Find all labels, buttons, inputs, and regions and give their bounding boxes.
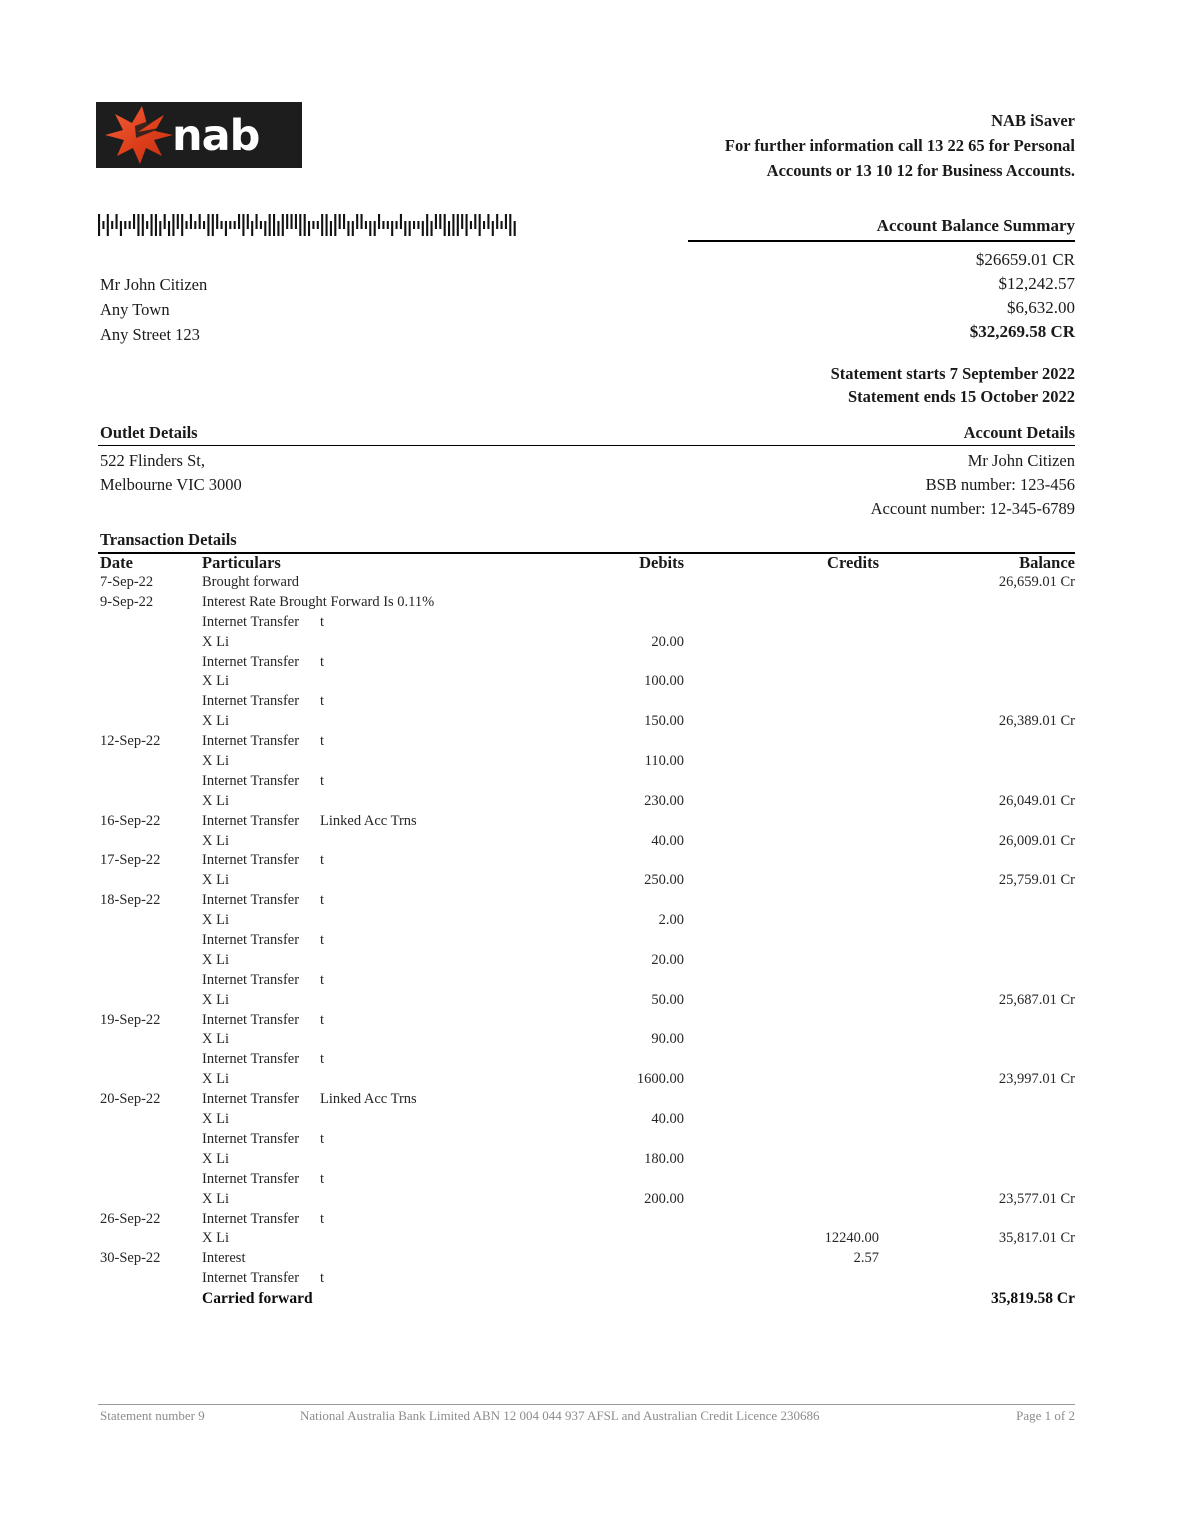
transaction-table-body xyxy=(98,574,1075,1310)
outlet-details-body xyxy=(100,449,242,497)
table-row xyxy=(98,773,1075,793)
cell-debits: 50.00 xyxy=(651,991,684,1008)
table-row xyxy=(98,634,1075,654)
cell-particulars-detail: t xyxy=(320,613,325,630)
recipient-address xyxy=(100,272,207,347)
balance-value-2: $6,632.00 xyxy=(1007,298,1075,317)
account-holder-name: Mr John Citizen xyxy=(967,451,1075,470)
cell-particulars-detail: t xyxy=(320,733,325,750)
cell-particulars: Carried forward xyxy=(202,1290,313,1308)
cell-particulars: Internet Transfer xyxy=(202,1210,300,1227)
cell-particulars: X Li xyxy=(202,1150,229,1167)
table-row xyxy=(98,1111,1075,1131)
cell-particulars-detail: t xyxy=(320,653,325,670)
table-row xyxy=(98,892,1075,912)
cell-particulars: X Li xyxy=(202,832,229,849)
cell-debits: 2.00 xyxy=(658,912,684,929)
cell-debits: 20.00 xyxy=(651,633,684,650)
outlet-line-1: 522 Flinders St, xyxy=(100,451,205,470)
cell-particulars: X Li xyxy=(202,1071,229,1088)
account-details-title: Account Details xyxy=(963,423,1075,442)
transaction-table-header xyxy=(98,553,1075,574)
table-row xyxy=(98,713,1075,733)
cell-particulars-detail: t xyxy=(320,892,325,909)
account-number: Account number: 12-345-6789 xyxy=(870,499,1075,518)
cell-particulars-detail: t xyxy=(320,1130,325,1147)
cell-particulars-detail: t xyxy=(320,1210,325,1227)
cell-balance: 23,577.01 Cr xyxy=(998,1190,1075,1207)
cell-debits: 230.00 xyxy=(644,792,684,809)
table-row xyxy=(98,1211,1075,1231)
info-line-2: Accounts or 13 10 12 for Business Accounts. xyxy=(766,161,1075,180)
cell-debits: 40.00 xyxy=(651,1111,684,1128)
cell-balance: 26,389.01 Cr xyxy=(998,713,1075,730)
account-bsb: BSB number: 123-456 xyxy=(925,475,1075,494)
cell-debits: 20.00 xyxy=(651,951,684,968)
table-row xyxy=(98,673,1075,693)
cell-particulars: Internet Transfer xyxy=(202,733,300,750)
nab-wordmark: nab xyxy=(172,110,260,161)
cell-particulars: X Li xyxy=(202,872,229,889)
cell-particulars: Interest Rate Brought Forward Is 0.11% xyxy=(202,593,435,610)
cell-particulars: Internet Transfer xyxy=(202,1130,300,1147)
cell-particulars-detail: t xyxy=(320,1170,325,1187)
balance-summary-values xyxy=(970,248,1075,344)
table-row xyxy=(98,872,1075,892)
table-row xyxy=(98,1191,1075,1211)
cell-particulars: Internet Transfer xyxy=(202,1051,300,1068)
cell-particulars: Internet Transfer xyxy=(202,971,300,988)
table-row xyxy=(98,654,1075,674)
cell-balance: 26,009.01 Cr xyxy=(998,832,1075,849)
table-row xyxy=(98,594,1075,614)
table-row xyxy=(98,1131,1075,1151)
cell-particulars: X Li xyxy=(202,1031,229,1048)
cell-particulars: Internet Transfer xyxy=(202,1170,300,1187)
table-row xyxy=(98,733,1075,753)
product-title: NAB iSaver xyxy=(991,111,1075,130)
column-header-credits: Credits xyxy=(827,553,879,572)
cell-particulars: X Li xyxy=(202,1190,229,1207)
cell-debits: 100.00 xyxy=(644,673,684,690)
balance-value-3: $32,269.58 CR xyxy=(969,322,1075,341)
column-header-debits: Debits xyxy=(639,553,684,572)
statement-period xyxy=(831,362,1075,408)
balance-summary-title: Account Balance Summary xyxy=(876,216,1075,235)
table-row xyxy=(98,833,1075,853)
table-row xyxy=(98,1171,1075,1191)
cell-particulars-detail: t xyxy=(320,971,325,988)
cell-particulars: Internet Transfer xyxy=(202,1270,300,1287)
cell-balance: 35,817.01 Cr xyxy=(998,1230,1075,1247)
cell-particulars: Internet Transfer xyxy=(202,892,300,909)
cell-balance: 26,659.01 Cr xyxy=(998,574,1075,590)
table-row xyxy=(98,813,1075,833)
cell-date: 9-Sep-22 xyxy=(100,593,154,610)
cell-particulars: X Li xyxy=(202,753,229,770)
footer-legal-text: National Australia Bank Limited ABN 12 004 044 937 AFSL and Australian Credit Licence 230686 xyxy=(300,1408,820,1423)
footer-statement-number: Statement number 9 xyxy=(100,1408,205,1423)
cell-debits: 40.00 xyxy=(651,832,684,849)
table-row xyxy=(98,1151,1075,1171)
table-row xyxy=(98,793,1075,813)
cell-particulars: Internet Transfer xyxy=(202,1011,300,1028)
table-row xyxy=(98,1270,1075,1290)
cell-particulars-detail: t xyxy=(320,772,325,789)
cell-particulars: Internet Transfer xyxy=(202,812,300,829)
cell-date: 20-Sep-22 xyxy=(100,1091,161,1108)
cell-debits: 150.00 xyxy=(644,713,684,730)
balance-value-1: $12,242.57 xyxy=(998,274,1075,293)
cell-date: 17-Sep-22 xyxy=(100,852,161,869)
table-row xyxy=(98,1071,1075,1091)
cell-particulars: Interest xyxy=(202,1250,246,1267)
cell-particulars-detail: t xyxy=(320,1011,325,1028)
cell-particulars: X Li xyxy=(202,951,229,968)
balance-value-0: $26659.01 CR xyxy=(975,250,1075,269)
table-row xyxy=(98,952,1075,972)
cell-balance: 23,997.01 Cr xyxy=(998,1071,1075,1088)
cell-debits: 110.00 xyxy=(644,753,684,770)
cell-credits: 2.57 xyxy=(853,1250,879,1267)
cell-particulars: Internet Transfer xyxy=(202,613,300,630)
table-row xyxy=(98,992,1075,1012)
cell-particulars: Internet Transfer xyxy=(202,852,300,869)
table-row xyxy=(98,932,1075,952)
cell-particulars: X Li xyxy=(202,713,229,730)
cell-particulars: Internet Transfer xyxy=(202,932,300,949)
cell-date: 18-Sep-22 xyxy=(100,892,161,909)
footer-rule xyxy=(98,1404,1075,1405)
footer-page-number: Page 1 of 2 xyxy=(1016,1408,1075,1423)
cell-particulars: Internet Transfer xyxy=(202,653,300,670)
cell-particulars-detail: t xyxy=(320,1051,325,1068)
statement-ends: Statement ends 15 October 2022 xyxy=(847,387,1075,406)
balance-summary-rule xyxy=(688,240,1075,242)
cell-particulars: Internet Transfer xyxy=(202,693,300,710)
column-header-date: Date xyxy=(100,553,133,572)
cell-date: 16-Sep-22 xyxy=(100,812,161,829)
table-row xyxy=(98,1051,1075,1071)
transaction-table xyxy=(98,553,1075,1310)
cell-balance: 26,049.01 Cr xyxy=(998,792,1075,809)
table-row xyxy=(98,972,1075,992)
product-header xyxy=(725,108,1075,183)
cell-date: 7-Sep-22 xyxy=(100,574,154,590)
cell-date: 12-Sep-22 xyxy=(100,733,161,750)
cell-particulars-detail: t xyxy=(320,693,325,710)
cell-debits: 90.00 xyxy=(651,1031,684,1048)
cell-particulars: X Li xyxy=(202,633,229,650)
table-row xyxy=(98,1230,1075,1250)
cell-credits: 12240.00 xyxy=(824,1230,879,1247)
column-header-balance: Balance xyxy=(1019,553,1075,572)
table-row xyxy=(98,574,1075,594)
cell-particulars: X Li xyxy=(202,991,229,1008)
table-row xyxy=(98,1012,1075,1032)
cell-balance: 35,819.58 Cr xyxy=(991,1290,1075,1308)
cell-particulars-detail: t xyxy=(320,1270,325,1287)
table-row xyxy=(98,693,1075,713)
cell-balance: 25,687.01 Cr xyxy=(998,991,1075,1008)
table-row xyxy=(98,1091,1075,1111)
table-row xyxy=(98,1031,1075,1051)
info-line-1: For further information call 13 22 65 for Personal xyxy=(724,136,1075,155)
outlet-details-title: Outlet Details xyxy=(100,423,198,442)
cell-particulars-detail: t xyxy=(320,932,325,949)
cell-date: 30-Sep-22 xyxy=(100,1250,161,1267)
table-row xyxy=(98,1290,1075,1310)
cell-particulars: Internet Transfer xyxy=(202,772,300,789)
table-row xyxy=(98,912,1075,932)
details-rule xyxy=(98,445,1075,446)
cell-debits: 200.00 xyxy=(644,1190,684,1207)
account-details-body xyxy=(871,449,1075,521)
nab-logo xyxy=(96,102,302,168)
nab-star-icon xyxy=(102,104,176,166)
cell-balance: 25,759.01 Cr xyxy=(998,872,1075,889)
cell-debits: 1600.00 xyxy=(636,1071,684,1088)
postal-barcode xyxy=(98,212,518,238)
cell-particulars-detail: Linked Acc Trns xyxy=(320,1091,417,1108)
cell-particulars: X Li xyxy=(202,792,229,809)
cell-particulars-detail: t xyxy=(320,852,325,869)
cell-date: 19-Sep-22 xyxy=(100,1011,161,1028)
cell-particulars: X Li xyxy=(202,912,229,929)
recipient-name: Mr John Citizen xyxy=(100,275,208,294)
cell-particulars: X Li xyxy=(202,1111,229,1128)
cell-particulars: Internet Transfer xyxy=(202,1091,300,1108)
recipient-line-2: Any Town xyxy=(100,300,170,319)
cell-debits: 180.00 xyxy=(644,1150,684,1167)
cell-particulars: X Li xyxy=(202,673,229,690)
statement-starts: Statement starts 7 September 2022 xyxy=(830,364,1075,383)
table-row xyxy=(98,852,1075,872)
cell-date: 26-Sep-22 xyxy=(100,1210,161,1227)
transaction-details-title: Transaction Details xyxy=(100,530,237,549)
cell-particulars: Brought forward xyxy=(202,574,300,590)
recipient-line-3: Any Street 123 xyxy=(100,325,200,344)
outlet-line-2: Melbourne VIC 3000 xyxy=(100,475,242,494)
table-row xyxy=(98,1250,1075,1270)
cell-particulars: X Li xyxy=(202,1230,229,1247)
cell-particulars-detail: Linked Acc Trns xyxy=(320,812,417,829)
column-header-particulars: Particulars xyxy=(202,553,281,572)
table-row xyxy=(98,753,1075,773)
table-row xyxy=(98,614,1075,634)
cell-debits: 250.00 xyxy=(644,872,684,889)
